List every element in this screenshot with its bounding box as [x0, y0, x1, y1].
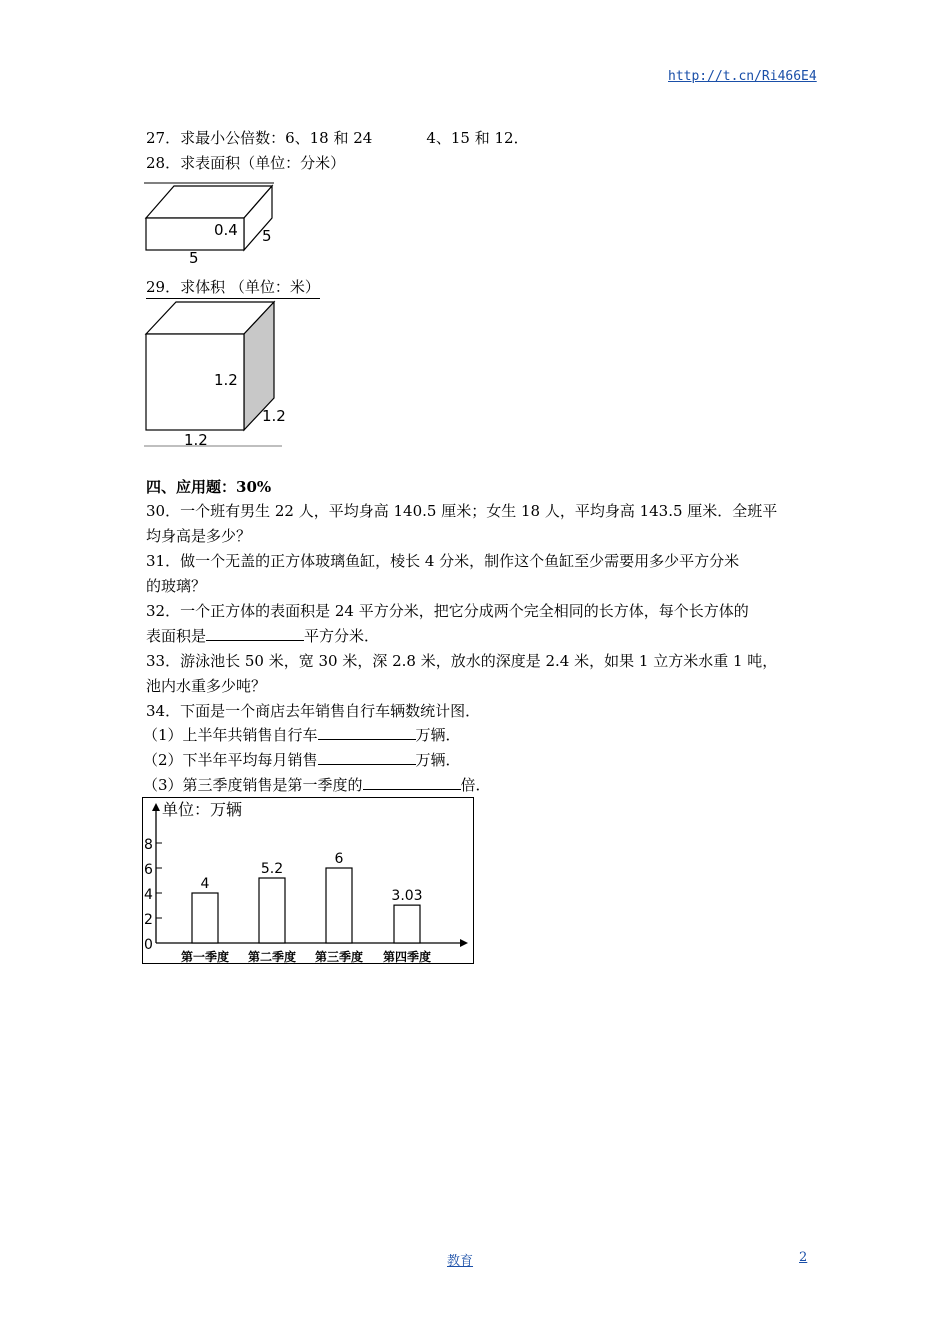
- bar-value-label-3: 6: [334, 851, 344, 867]
- q34-sub3-pre: （3）第三季度销售是第一季度的: [143, 776, 363, 794]
- q29-height-label: 1.2: [214, 371, 238, 389]
- section4-heading: 四、应用题：30%: [146, 478, 272, 496]
- q27-text: 27．求最小公倍数：6、18 和 24: [146, 129, 373, 147]
- q29-length-label: 1.2: [184, 431, 208, 449]
- q34-sub3-post: 倍．: [460, 776, 491, 794]
- q32-pre: 表面积是: [146, 627, 207, 645]
- x-tick-label-3: 第三季度: [314, 950, 364, 964]
- q34-sub3: [143, 775, 491, 795]
- page-number: 2: [799, 1250, 808, 1265]
- q32-answer-blank[interactable]: [206, 626, 304, 641]
- q34-sub2-pre: （2）下半年平均每月销售: [143, 751, 318, 769]
- x-tick-label-1: 第一季度: [180, 950, 230, 964]
- q31-line1: 31．做一个无盖的正方体玻璃鱼缸，棱长 4 分米，制作这个鱼缸至少需要用多少平方分米: [146, 552, 740, 570]
- q29-title: 29．求体积 （单位：米）: [146, 277, 320, 299]
- q28-height-label: 0.4: [214, 221, 238, 239]
- y-tick-label-4: 4: [144, 887, 153, 903]
- q32-line2: [146, 626, 379, 646]
- q28-title: 28．求表面积（单位：分米）: [146, 154, 346, 172]
- q32-line1: 32．一个正方体的表面积是 24 平方分米，把它分成两个完全相同的长方体，每个长方体的: [146, 602, 749, 620]
- q28-depth-label: 5: [262, 227, 272, 245]
- q34-sub2-post: 万辆．: [415, 751, 461, 769]
- q28-length-label: 5: [189, 249, 199, 267]
- q34-sub1: [143, 725, 461, 745]
- bar-chart: [142, 797, 476, 965]
- q34-sub3-blank[interactable]: [363, 775, 461, 790]
- x-tick-label-4: 第四季度: [382, 950, 432, 964]
- q31-line2: 的玻璃？: [146, 577, 207, 595]
- bar-value-label-1: 4: [200, 876, 210, 892]
- q30-line2: 均身高是多少？: [146, 527, 252, 545]
- q33-line2: 池内水重多少吨？: [146, 677, 267, 695]
- footer-center-link[interactable]: 教育: [447, 1254, 474, 1269]
- x-tick-label-2: 第二季度: [247, 950, 297, 964]
- q34-sub1-post: 万辆．: [415, 726, 461, 744]
- y-tick-label-6: 6: [144, 862, 153, 878]
- q29-depth-label: 1.2: [262, 407, 286, 425]
- y-tick-label-0: 0: [144, 937, 153, 953]
- chart-title: 单位：万辆: [162, 800, 243, 819]
- header-url[interactable]: http://t.cn/Ri466E4: [668, 69, 817, 84]
- bar-2: [259, 878, 285, 943]
- q34-sub1-blank[interactable]: [318, 725, 416, 740]
- q29-cube-figure: [142, 298, 284, 450]
- bar-value-label-4: 3.03: [391, 888, 423, 905]
- q34-line1: 34．下面是一个商店去年销售自行车辆数统计图．: [146, 702, 481, 720]
- q27-text2: 4、15 和 12．: [426, 129, 529, 147]
- bar-value-label-2: 5.2: [260, 861, 284, 877]
- q32-post: 平方分米．: [304, 627, 380, 645]
- bar-1: [192, 893, 218, 943]
- bar-3: [326, 868, 352, 943]
- q30-line1: 30．一个班有男生 22 人，平均身高 140.5 厘米；女生 18 人，平均身高 143.5 厘米．全班平: [146, 502, 778, 520]
- q33-line1: 33．游泳池长 50 米，宽 30 米，深 2.8 米，放水的深度是 2.4 米，如果 1 立方米水重 1 吨，: [146, 652, 778, 670]
- q34-sub2: [143, 750, 461, 770]
- q28-cuboid-figure: [142, 180, 282, 268]
- q34-sub1-pre: （1）上半年共销售自行车: [143, 726, 318, 744]
- y-tick-label-8: 8: [144, 837, 153, 853]
- q34-sub2-blank[interactable]: [318, 750, 416, 765]
- q27: [146, 128, 529, 148]
- y-tick-label-2: 2: [144, 912, 153, 928]
- bar-4: [394, 905, 420, 943]
